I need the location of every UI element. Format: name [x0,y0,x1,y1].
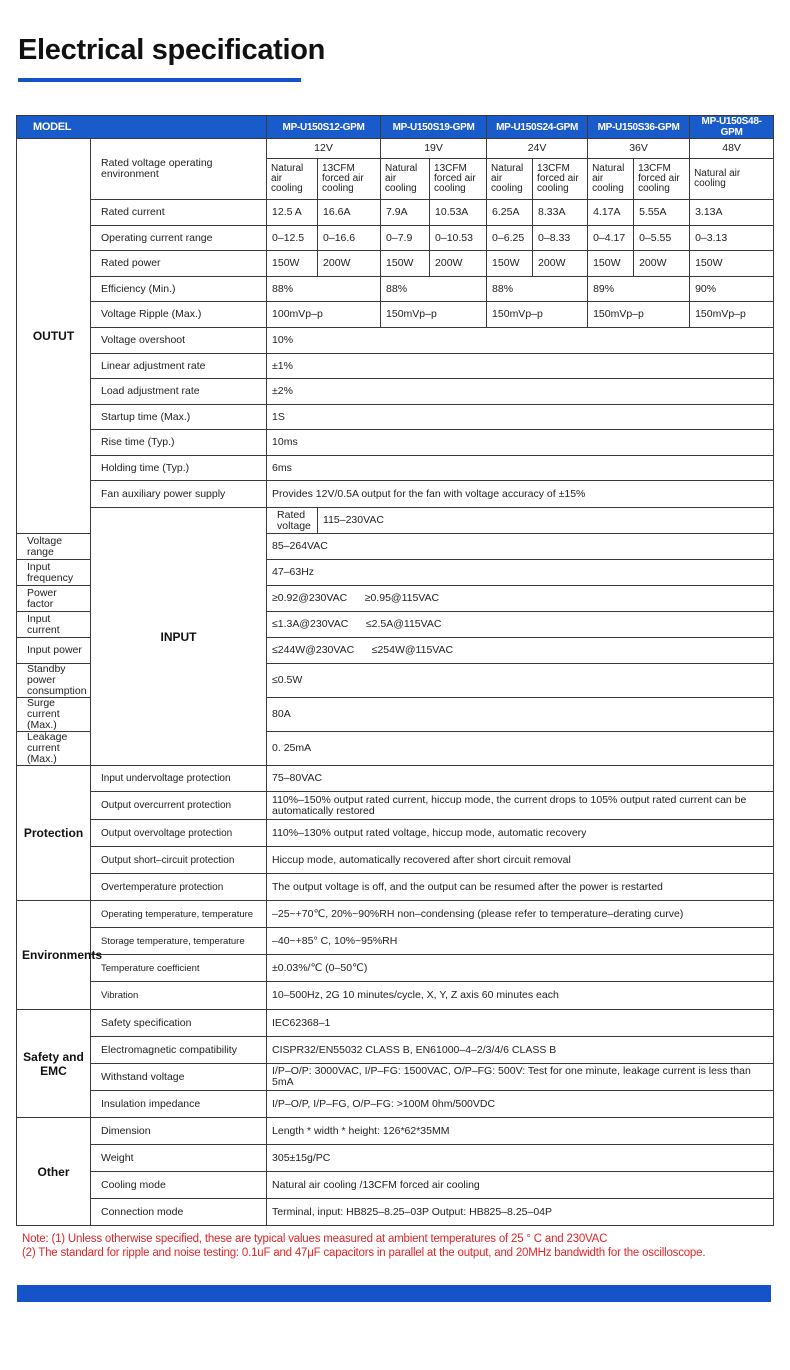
param-value: 150W [588,251,634,277]
voltage-value: 12V [267,139,381,159]
param-value: 75–80VAC [267,766,774,792]
param-label: Fan auxiliary power supply [91,481,267,508]
param-label: Insulation impedance [91,1091,267,1118]
param-value: 0–5.55 [634,226,690,251]
param-label: Input frequency [17,560,91,586]
param-label: Temperature coefficient [91,955,267,982]
cooling-value: Natural air cooling [690,159,774,200]
param-value: ±2% [267,379,774,405]
param-label: Output overvoltage protection [91,820,267,847]
param-label: Input current [17,612,91,638]
spec-row [17,302,774,328]
param-value: 85–264VAC [267,534,774,560]
param-value: 100mVp–p [267,302,381,328]
spec-row [17,1172,774,1199]
spec-row [17,847,774,874]
param-label: Output short–circuit protection [91,847,267,874]
model-name: MP-U150S19-GPM [381,116,487,139]
param-label: Dimension [91,1118,267,1145]
cooling-value: Natural air cooling [588,159,634,200]
param-value: 150W [690,251,774,277]
param-value: ≤0.5W [267,664,774,698]
param-value: 150W [381,251,430,277]
param-value: 0–4.17 [588,226,634,251]
spec-table [16,115,774,1226]
param-label: Power factor [17,586,91,612]
param-value: ±1% [267,354,774,379]
spec-row [17,430,774,456]
group-environments: Environments [17,901,91,1010]
param-value: 10ms [267,430,774,456]
param-value: I/P–O/P, I/P–FG, O/P–FG: >100M 0hm/500VDC [267,1091,774,1118]
param-value: 150W [267,251,318,277]
spec-row [17,874,774,901]
param-value: –25~+70℃, 20%~90%RH non–condensing (please refer to temperature–derating curve) [267,901,774,928]
param-value: 4.17A [588,200,634,226]
footnotes [22,1232,705,1260]
param-label: Electromagnetic compatibility [91,1037,267,1064]
param-label: Load adjustment rate [91,379,267,405]
param-label: Leakage current (Max.) [17,732,91,766]
param-label: Rise time (Typ.) [91,430,267,456]
spec-row [17,1118,774,1145]
spec-row [17,328,774,354]
param-value: 0. 25mA [267,732,774,766]
cooling-value: 13CFM forced air cooling [533,159,588,200]
param-value: 110%–130% output rated voltage, hiccup mode, automatic recovery [267,820,774,847]
param-label: Standby power consumption [17,664,91,698]
spec-row [17,901,774,928]
param-label: Weight [91,1145,267,1172]
cooling-value: Natural air cooling [267,159,318,200]
spec-row [17,1091,774,1118]
param-label: Input power [17,638,91,664]
param-value: 47–63Hz [267,560,774,586]
param-value: 115–230VAC [318,508,774,534]
param-label: Operating current range [91,226,267,251]
model-name: MP-U150S36-GPM [588,116,690,139]
group-protection: Protection [17,766,91,901]
page-title: Electrical specification [18,34,326,66]
param-label: Output overcurrent protection [91,792,267,820]
model-name: MP-U150S24-GPM [487,116,588,139]
param-value: Natural air cooling /13CFM forced air cooling [267,1172,774,1199]
param-value: 10.53A [430,200,487,226]
cooling-value: 13CFM forced air cooling [430,159,487,200]
param-value: IEC62368–1 [267,1010,774,1037]
param-value: 88% [487,277,588,302]
param-value: 6.25A [487,200,533,226]
param-value: ≤1.3A@230VAC ≤2.5A@115VAC [267,612,774,638]
param-label: Rated current [91,200,267,226]
param-label: Startup time (Max.) [91,405,267,430]
param-value: 150W [487,251,533,277]
param-value: ±0.03%/℃ (0–50℃) [267,955,774,982]
title-underline [18,78,301,82]
param-value: Terminal, input: HB825–8.25–03P Output: HB825–8.25–04P [267,1199,774,1226]
group-input: INPUT [91,508,267,766]
param-value: 0–6.25 [487,226,533,251]
param-value: ≥0.92@230VAC ≥0.95@115VAC [267,586,774,612]
param-value: 10–500Hz, 2G 10 minutes/cycle, X, Y, Z axis 60 minutes each [267,982,774,1010]
param-label: Withstand voltage [91,1064,267,1091]
param-value: 0–7.9 [381,226,430,251]
param-value: 150mVp–p [690,302,774,328]
param-value: 3.13A [690,200,774,226]
spec-row [17,354,774,379]
voltage-row [17,139,774,159]
group-safety: Safety and EMC [17,1010,91,1118]
param-label: Rated voltage operating environment [91,139,267,200]
spec-row [17,1145,774,1172]
spec-row [17,928,774,955]
cooling-value: Natural air cooling [381,159,430,200]
spec-row [17,405,774,430]
spec-row [17,226,774,251]
group-output: OUTUT [17,139,91,534]
spec-row [17,766,774,792]
param-label: Holding time (Typ.) [91,456,267,481]
spec-row [17,508,774,534]
spec-row [17,1010,774,1037]
model-name: MP-U150S48-GPM [690,116,774,139]
cooling-value: 13CFM forced air cooling [318,159,381,200]
footnote: (2) The standard for ripple and noise testing: 0.1uF and 47μF capacitors in parallel at the output, and 20MHz bandwidth for the oscilloscope. [22,1247,706,1259]
param-label: Operating temperature, temperature [91,901,267,928]
spec-row [17,481,774,508]
param-value: CISPR32/EN55032 CLASS B, EN61000–4–2/3/4/6 CLASS B [267,1037,774,1064]
param-value: 88% [267,277,381,302]
voltage-value: 48V [690,139,774,159]
cooling-value: 13CFM forced air cooling [634,159,690,200]
spec-row [17,982,774,1010]
param-label: Voltage overshoot [91,328,267,354]
param-label: Overtemperature protection [91,874,267,901]
param-value: Length * width * height: 126*62*35MM [267,1118,774,1145]
param-value: 10% [267,328,774,354]
param-label: Rated voltage [267,508,318,534]
param-label: Input undervoltage protection [91,766,267,792]
param-value: 110%–150% output rated current, hiccup mode, the current drops to 105% output rated current can be automatically restored [267,792,774,820]
param-value: ≤244W@230VAC ≤254W@115VAC [267,638,774,664]
param-value: 1S [267,405,774,430]
param-value: 90% [690,277,774,302]
param-value: 150mVp–p [588,302,690,328]
param-value: 88% [381,277,487,302]
param-label: Voltage Ripple (Max.) [91,302,267,328]
param-value: The output voltage is off, and the output can be resumed after the power is restarted [267,874,774,901]
param-label: Vibration [91,982,267,1010]
param-value: 200W [318,251,381,277]
group-other: Other [17,1118,91,1226]
param-label: Voltage range [17,534,91,560]
voltage-value: 19V [381,139,487,159]
param-value: 200W [634,251,690,277]
param-value: 89% [588,277,690,302]
param-label: Storage temperature, temperature [91,928,267,955]
model-label: MODEL [17,116,267,139]
header-row [17,116,774,139]
spec-row [17,251,774,277]
spec-row [17,200,774,226]
param-value: 12.5 A [267,200,318,226]
cooling-value: Natural air cooling [487,159,533,200]
param-value: Hiccup mode, automatically recovered after short circuit removal [267,847,774,874]
param-value: 0–12.5 [267,226,318,251]
param-label: Linear adjustment rate [91,354,267,379]
spec-row [17,277,774,302]
param-value: 6ms [267,456,774,481]
spec-row [17,792,774,820]
spec-row [17,456,774,481]
voltage-value: 24V [487,139,588,159]
footer-bar [17,1285,771,1302]
param-label: Efficiency (Min.) [91,277,267,302]
param-value: 7.9A [381,200,430,226]
spec-row [17,1037,774,1064]
param-label: Rated power [91,251,267,277]
param-value: –40~+85° C, 10%~95%RH [267,928,774,955]
spec-row [17,1199,774,1226]
spec-row [17,955,774,982]
voltage-value: 36V [588,139,690,159]
param-label: Surge current (Max.) [17,698,91,732]
param-value: 0–3.13 [690,226,774,251]
footnote: Note: (1) Unless otherwise specified, these are typical values measured at ambient temperatures of 25 ° C and 230VAC [22,1233,608,1245]
param-value: 0–10.53 [430,226,487,251]
param-value: I/P–O/P: 3000VAC, I/P–FG: 1500VAC, O/P–FG: 500V: Test for one minute, leakage current is less than 5mA [267,1064,774,1091]
param-label: Safety specification [91,1010,267,1037]
spec-row [17,1064,774,1091]
spec-row [17,820,774,847]
param-value: 200W [533,251,588,277]
param-value: 0–8.33 [533,226,588,251]
param-value: 305±15g/PC [267,1145,774,1172]
spec-row [17,379,774,405]
param-value: 80A [267,698,774,732]
param-label: Cooling mode [91,1172,267,1199]
param-value: 0–16.6 [318,226,381,251]
model-name: MP-U150S12-GPM [267,116,381,139]
param-value: 200W [430,251,487,277]
param-value: 8.33A [533,200,588,226]
param-value: Provides 12V/0.5A output for the fan with voltage accuracy of ±15% [267,481,774,508]
param-value: 150mVp–p [487,302,588,328]
param-value: 5.55A [634,200,690,226]
param-value: 16.6A [318,200,381,226]
param-value: 150mVp–p [381,302,487,328]
param-label: Connection mode [91,1199,267,1226]
